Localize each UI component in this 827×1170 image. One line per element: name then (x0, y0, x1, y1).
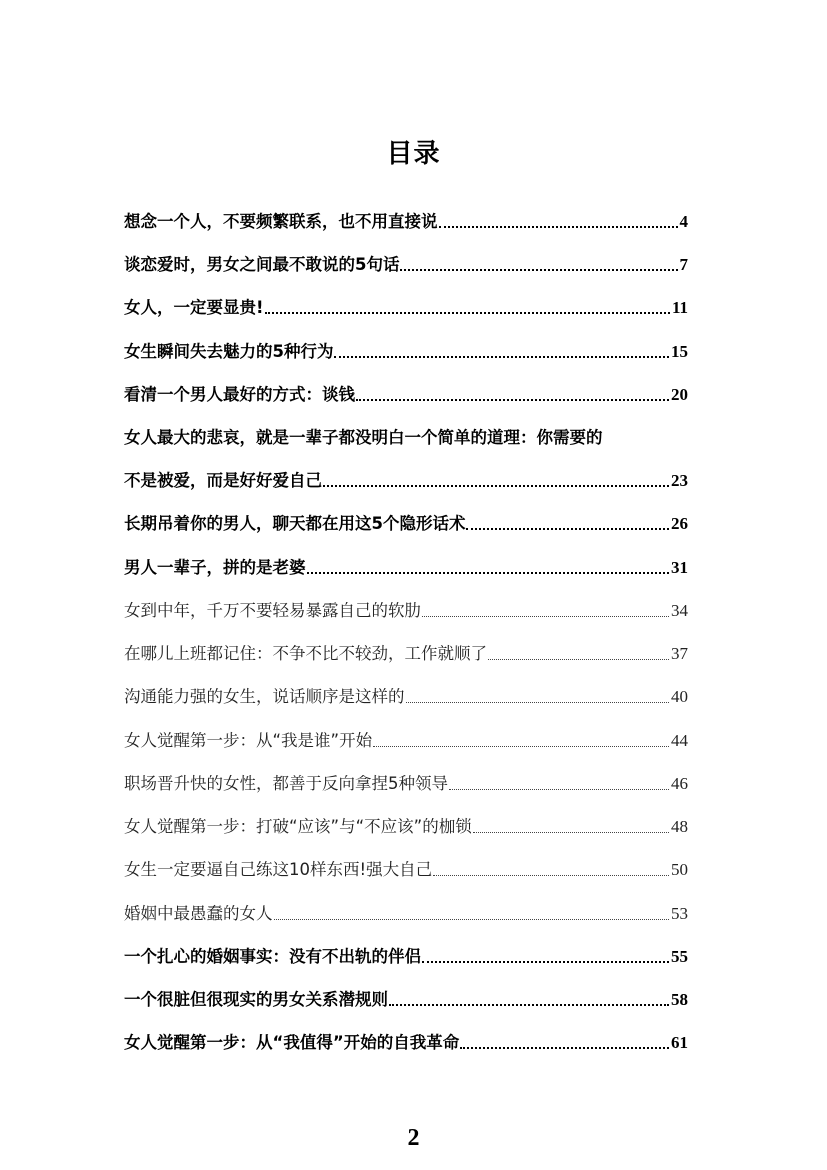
toc-entry[interactable] (124, 297, 688, 319)
toc-entry[interactable] (124, 903, 688, 925)
toc-entry-title: 女人，一定要显贵! (124, 298, 264, 317)
toc-entry-title: 谈恋爱时，男女之间最不敢说的5句话 (124, 255, 400, 274)
toc-entry-title: 婚姻中最愚蠢的女人 (124, 904, 273, 923)
dot-leader (466, 528, 669, 530)
toc-entry[interactable] (124, 859, 688, 881)
toc-entry-page: 7 (679, 255, 688, 274)
toc-entry[interactable] (124, 730, 688, 752)
toc-entry[interactable] (124, 211, 688, 233)
toc-entry-page: 40 (671, 687, 688, 706)
dot-leader (439, 226, 678, 228)
dot-leader (433, 875, 669, 876)
toc-entry-page: 46 (671, 774, 688, 793)
toc-entry-page: 4 (679, 212, 688, 231)
dot-leader (307, 572, 670, 574)
toc-entry-title: 男人一辈子，拼的是老婆 (124, 558, 306, 577)
toc-entry-page: 58 (671, 990, 688, 1009)
toc-entry[interactable] (124, 816, 688, 838)
dot-leader (406, 702, 670, 703)
dot-leader (334, 356, 669, 358)
dot-leader (274, 919, 670, 920)
dot-leader (488, 659, 669, 660)
dot-leader (265, 312, 670, 314)
toc-entry-title: 女人觉醒第一步：从“我是谁”开始 (124, 731, 373, 750)
toc-entry-title: 沟通能力强的女生，说话顺序是这样的 (124, 687, 405, 706)
toc-entry-title: 女生瞬间失去魅力的5种行为 (124, 342, 334, 361)
toc-entry[interactable] (124, 470, 688, 492)
toc-entry-page: 37 (671, 644, 688, 663)
toc-entry[interactable] (124, 513, 688, 535)
dot-leader (422, 616, 669, 617)
toc-entry[interactable] (124, 384, 688, 406)
toc-entry-title-line1[interactable]: 女人最大的悲哀，就是一辈子都没明白一个简单的道理：你需要的 (124, 428, 603, 447)
toc-entry[interactable] (124, 557, 688, 579)
toc-entry-title: 女人觉醒第一步：打破“应该”与“不应该”的枷锁 (124, 817, 472, 836)
dot-leader (473, 832, 669, 833)
toc-entry-page: 31 (671, 558, 688, 577)
dot-leader (323, 485, 669, 487)
toc-entry-title: 不是被爱，而是好好爱自己 (124, 471, 322, 490)
toc-entry-title: 看清一个男人最好的方式：谈钱 (124, 385, 355, 404)
toc-title: 目录 (386, 139, 441, 169)
dot-leader (422, 961, 669, 963)
toc-entry-title: 在哪儿上班都记住：不争不比不较劲，工作就顺了 (124, 644, 487, 663)
page-number: 2 (407, 1125, 420, 1151)
toc-entry[interactable] (124, 686, 688, 708)
toc-entry-page: 20 (671, 385, 688, 404)
toc-entry-title: 职场晋升快的女性，都善于反向拿捏5种领导 (124, 774, 448, 793)
toc-entry-page: 15 (671, 342, 688, 361)
toc-entry-page: 23 (671, 471, 688, 490)
toc-entry[interactable] (124, 643, 688, 665)
toc-entry[interactable] (124, 600, 688, 622)
toc-entry-title: 一个扎心的婚姻事实：没有不出轨的伴侣 (124, 947, 421, 966)
toc-entry-title: 女人觉醒第一步：从“我值得”开始的自我革命 (124, 1033, 460, 1052)
toc-entry-title: 女生一定要逼自己练这10样东西!强大自己 (124, 860, 433, 879)
toc-entry-page: 44 (671, 731, 688, 750)
toc-entry-page: 26 (671, 514, 688, 533)
toc-entry-page: 48 (671, 817, 688, 836)
toc-entry-title: 想念一个人，不要频繁联系，也不用直接说 (124, 212, 438, 231)
toc-entry-page: 53 (671, 904, 688, 923)
toc-entry[interactable] (124, 989, 688, 1011)
toc-entry-title: 女到中年，千万不要轻易暴露自己的软肋 (124, 601, 421, 620)
toc-entry[interactable] (124, 946, 688, 968)
toc-entry[interactable] (124, 773, 688, 795)
dot-leader (449, 789, 669, 790)
toc-entry[interactable] (124, 1032, 688, 1054)
dot-leader (356, 399, 669, 401)
toc-entry-title: 一个很脏但很现实的男女关系潜规则 (124, 990, 388, 1009)
dot-leader (373, 746, 669, 747)
toc-entry[interactable] (124, 341, 688, 363)
toc-entry-page: 11 (671, 298, 688, 317)
toc-entry[interactable] (124, 254, 688, 276)
toc-entry-page: 50 (671, 860, 688, 879)
dot-leader (389, 1004, 669, 1006)
toc-entry-page: 34 (671, 601, 688, 620)
dot-leader (400, 269, 677, 271)
toc-entry-page: 55 (671, 947, 688, 966)
toc-entry-title: 长期吊着你的男人，聊天都在用这5个隐形话术 (124, 514, 466, 533)
toc-entry-page: 61 (671, 1033, 688, 1052)
dot-leader (460, 1047, 669, 1049)
